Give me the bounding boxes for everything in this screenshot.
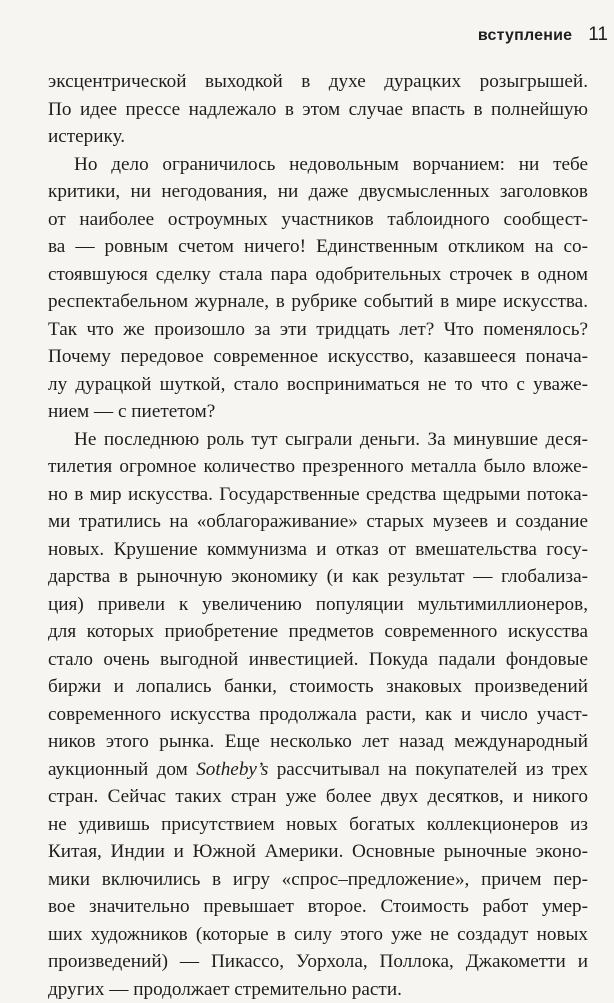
text-line: мики включились в игру «спрос–предложение», причем пер-	[48, 866, 588, 894]
text-line: вое значительно превышает второе. Стоимость работ умер-	[48, 893, 588, 921]
text-line: нием — с пиететом?	[48, 398, 588, 426]
text-line: произведений) — Пикассо, Уорхола, Поллока, Джакометти и	[48, 948, 588, 976]
text-line: но в мир искусства. Государственные средства щедрыми потока-	[48, 481, 588, 509]
text-line: не удивишь присутствием новых богатых коллекционеров из	[48, 811, 588, 839]
page-number: 11	[588, 24, 608, 46]
running-head	[478, 24, 608, 48]
text-line: Так что же произошло за эти тридцать лет? Что поменялось?	[48, 316, 588, 344]
text-line: от наиболее остроумных участников таблоидного сообщест-	[48, 206, 588, 234]
text-line: ших художников (которые в силу этого уже не создадут новых	[48, 921, 588, 949]
text-line: эксцентрической выходкой в духе дурацких розыгрышей.	[48, 68, 588, 96]
text-fragment: рассчитывал на покупателей из трех	[268, 759, 588, 780]
text-line: современного искусства продолжала расти, как и число участ-	[48, 701, 588, 729]
text-line: ция) привели к увеличению популяции мультимиллионеров,	[48, 591, 588, 619]
text-fragment: аукционный дом	[48, 759, 196, 780]
body-text	[48, 68, 588, 1003]
text-line: Но дело ограничилось недовольным ворчанием: ни тебе	[48, 151, 588, 179]
text-line: Не последнюю роль тут сыграли деньги. За минувшие деся-	[48, 426, 588, 454]
text-line: Почему передовое современное искусство, казавшееся понача-	[48, 343, 588, 371]
text-line: дарства в рыночную экономику (и как результат — глобализа-	[48, 563, 588, 591]
text-line: стоявшуюся сделку стала пара одобрительных строчек в одном	[48, 261, 588, 289]
text-line: новых. Крушение коммунизма и отказ от вмешательства госу-	[48, 536, 588, 564]
text-line: тилетия огромное количество презренного металла было вложе-	[48, 453, 588, 481]
brand-name: Sotheby’s	[196, 759, 268, 780]
paragraph	[48, 426, 588, 1003]
text-line: Китая, Индии и Южной Америки. Основные рыночные эконо-	[48, 838, 588, 866]
text-line: стран. Сейчас таких стран уже более двух десятков, и никого	[48, 783, 588, 811]
text-line: истерику.	[48, 123, 588, 151]
text-line-with-brand	[48, 756, 588, 784]
text-line: стало очень выгодной инвестицией. Покуда падали фондовые	[48, 646, 588, 674]
text-line: респектабельном журнале, в рубрике событий в мире искусства.	[48, 288, 588, 316]
text-line: других — продолжает стремительно расти.	[48, 976, 588, 1003]
text-line: для которых приобретение предметов современного искусства	[48, 618, 588, 646]
running-title: вступление	[478, 27, 572, 45]
text-line: лу дурацкой шуткой, стало восприниматься не то что с уваже-	[48, 371, 588, 399]
text-line: По идее прессе надлежало в этом случае впасть в полнейшую	[48, 96, 588, 124]
paragraph	[48, 68, 588, 151]
text-line: ников этого рынка. Еще несколько лет назад международный	[48, 728, 588, 756]
paragraph	[48, 151, 588, 426]
text-line: биржи и лопались банки, стоимость знаковых произведений	[48, 673, 588, 701]
text-line: ва — ровным счетом ничего! Единственным откликом на со-	[48, 233, 588, 261]
text-line: ми тратились на «облагораживание» старых музеев и создание	[48, 508, 588, 536]
text-line: критики, ни негодования, ни даже двусмысленных заголовков	[48, 178, 588, 206]
